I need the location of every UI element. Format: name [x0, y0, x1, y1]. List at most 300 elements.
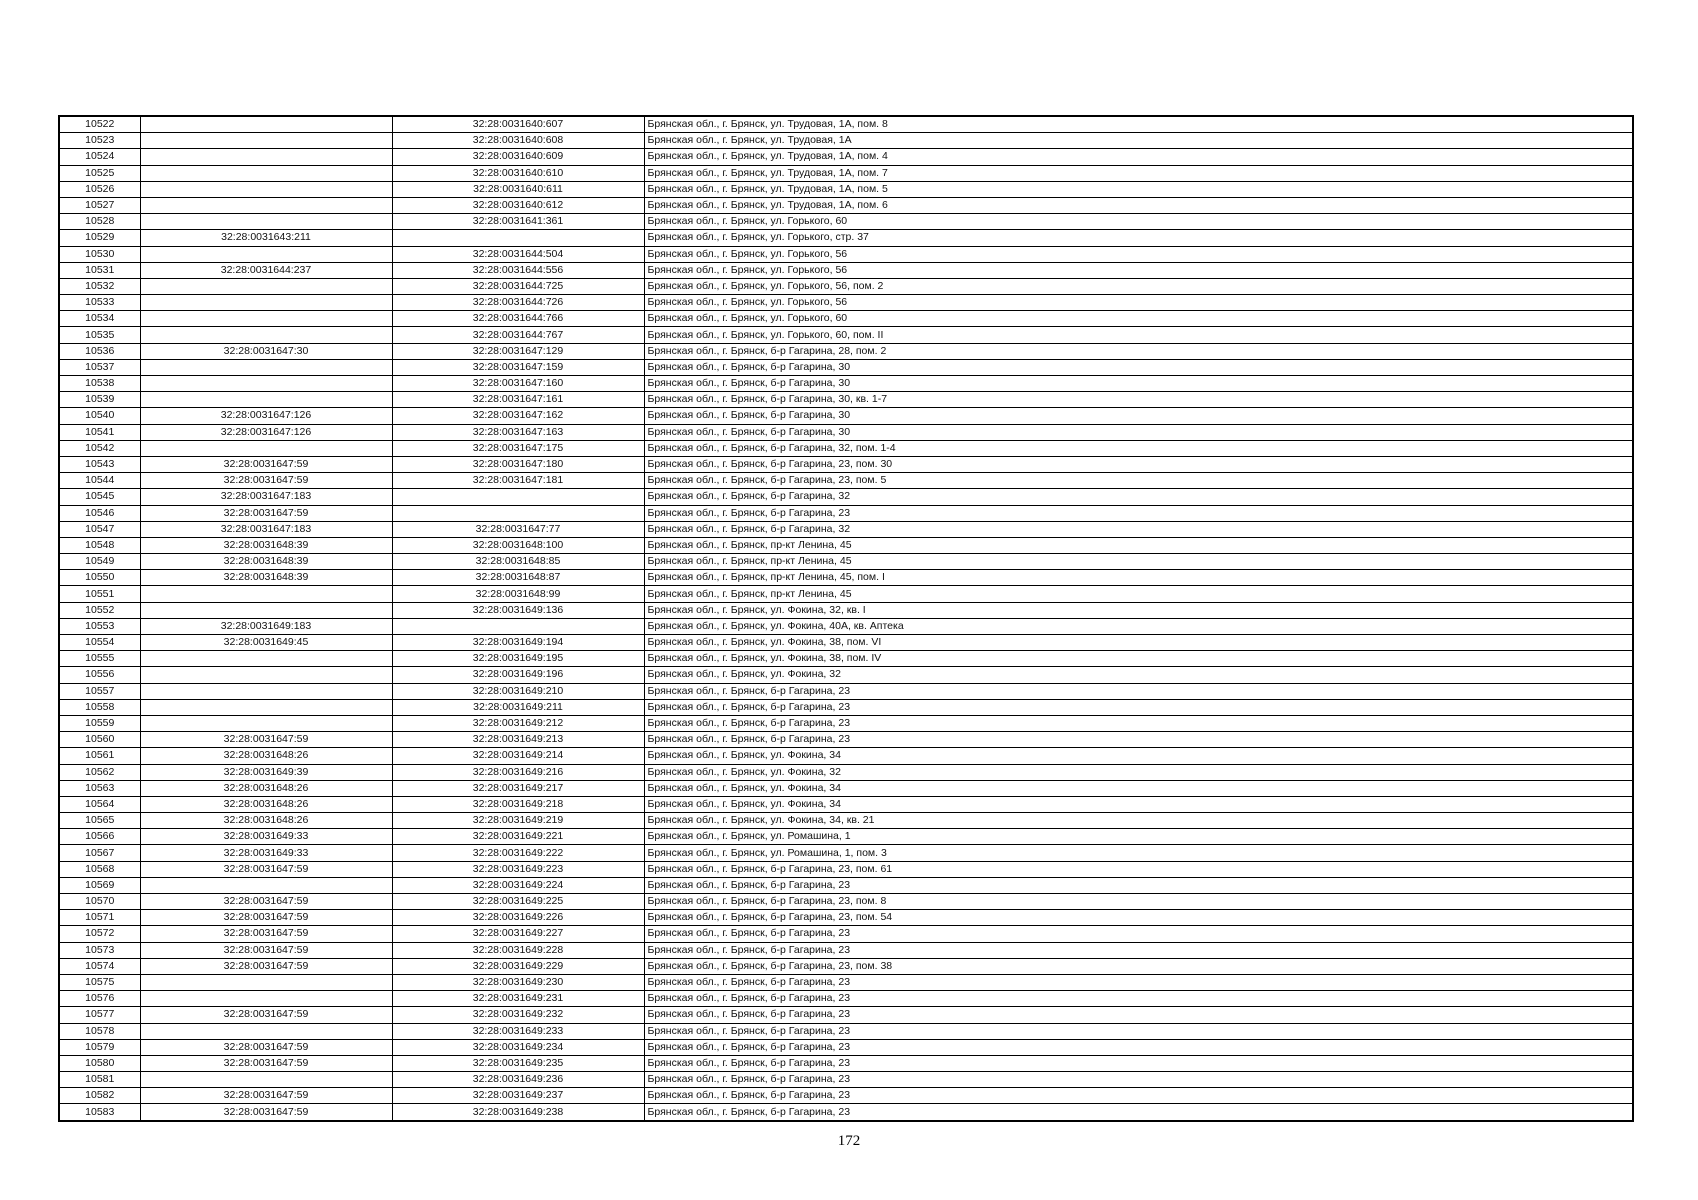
parcel-number-cell: [140, 991, 392, 1007]
table-row: [59, 651, 1633, 667]
parcel-number-cell: 32:28:0031648:26: [140, 780, 392, 796]
row-number-cell: 10564: [59, 796, 140, 812]
row-number-cell: 10541: [59, 424, 140, 440]
row-number-cell: 10581: [59, 1072, 140, 1088]
row-number-cell: 10543: [59, 456, 140, 472]
table-row: [59, 958, 1633, 974]
parcel-number-cell: [140, 116, 392, 133]
table-row: [59, 618, 1633, 634]
row-number-cell: 10570: [59, 894, 140, 910]
parcel-number-cell: [140, 165, 392, 181]
table-row: [59, 715, 1633, 731]
address-cell: Брянская обл., г. Брянск, ул. Горького, 60, пом. II: [644, 327, 1633, 343]
parcel-number-cell: 32:28:0031648:39: [140, 537, 392, 553]
object-number-cell: 32:28:0031647:129: [392, 343, 644, 359]
parcel-number-cell: [140, 246, 392, 262]
address-cell: Брянская обл., г. Брянск, ул. Фокина, 32, кв. I: [644, 602, 1633, 618]
address-cell: Брянская обл., г. Брянск, б-р Гагарина, 30, кв. 1-7: [644, 392, 1633, 408]
row-number-cell: 10577: [59, 1007, 140, 1023]
row-number-cell: 10529: [59, 230, 140, 246]
row-number-cell: 10574: [59, 958, 140, 974]
parcel-number-cell: 32:28:0031647:59: [140, 1104, 392, 1121]
object-number-cell: 32:28:0031647:159: [392, 359, 644, 375]
parcel-number-cell: [140, 877, 392, 893]
address-cell: Брянская обл., г. Брянск, ул. Фокина, 34: [644, 748, 1633, 764]
row-number-cell: 10562: [59, 764, 140, 780]
object-number-cell: 32:28:0031649:234: [392, 1039, 644, 1055]
object-number-cell: 32:28:0031649:136: [392, 602, 644, 618]
parcel-number-cell: 32:28:0031644:237: [140, 262, 392, 278]
object-number-cell: 32:28:0031649:238: [392, 1104, 644, 1121]
object-number-cell: 32:28:0031640:610: [392, 165, 644, 181]
table-row: [59, 699, 1633, 715]
table-row: [59, 586, 1633, 602]
parcel-number-cell: [140, 311, 392, 327]
table-row: [59, 521, 1633, 537]
row-number-cell: 10563: [59, 780, 140, 796]
address-cell: Брянская обл., г. Брянск, б-р Гагарина, 23: [644, 505, 1633, 521]
table-row: [59, 489, 1633, 505]
address-cell: Брянская обл., г. Брянск, б-р Гагарина, 32: [644, 489, 1633, 505]
table-row: [59, 214, 1633, 230]
address-cell: Брянская обл., г. Брянск, пр-кт Ленина, 45, пом. I: [644, 570, 1633, 586]
address-cell: Брянская обл., г. Брянск, ул. Фокина, 38, пом. IV: [644, 651, 1633, 667]
table-row: [59, 942, 1633, 958]
row-number-cell: 10579: [59, 1039, 140, 1055]
address-cell: Брянская обл., г. Брянск, б-р Гагарина, 23, пом. 30: [644, 456, 1633, 472]
parcel-number-cell: 32:28:0031647:30: [140, 343, 392, 359]
table-row: [59, 780, 1633, 796]
parcel-number-cell: 32:28:0031648:26: [140, 748, 392, 764]
table-row: [59, 667, 1633, 683]
table-row: [59, 181, 1633, 197]
address-cell: Брянская обл., г. Брянск, ул. Трудовая, 1А, пом. 7: [644, 165, 1633, 181]
row-number-cell: 10538: [59, 376, 140, 392]
address-cell: Брянская обл., г. Брянск, б-р Гагарина, 23: [644, 1104, 1633, 1121]
object-number-cell: 32:28:0031644:556: [392, 262, 644, 278]
row-number-cell: 10553: [59, 618, 140, 634]
address-cell: Брянская обл., г. Брянск, б-р Гагарина, 30: [644, 376, 1633, 392]
table-row: [59, 1023, 1633, 1039]
parcel-number-cell: [140, 974, 392, 990]
parcel-number-cell: 32:28:0031648:39: [140, 554, 392, 570]
parcel-number-cell: 32:28:0031649:183: [140, 618, 392, 634]
parcel-number-cell: 32:28:0031647:59: [140, 926, 392, 942]
row-number-cell: 10525: [59, 165, 140, 181]
object-number-cell: 32:28:0031649:231: [392, 991, 644, 1007]
parcel-number-cell: 32:28:0031647:126: [140, 408, 392, 424]
parcel-number-cell: [140, 197, 392, 213]
table-row: [59, 554, 1633, 570]
object-number-cell: [392, 489, 644, 505]
row-number-cell: 10524: [59, 149, 140, 165]
address-cell: Брянская обл., г. Брянск, ул. Горького, 60: [644, 214, 1633, 230]
table-row: [59, 894, 1633, 910]
address-cell: Брянская обл., г. Брянск, ул. Фокина, 32: [644, 667, 1633, 683]
address-cell: Брянская обл., г. Брянск, ул. Трудовая, 1А, пом. 8: [644, 116, 1633, 133]
table-row: [59, 392, 1633, 408]
address-cell: Брянская обл., г. Брянск, ул. Трудовая, 1А, пом. 5: [644, 181, 1633, 197]
row-number-cell: 10569: [59, 877, 140, 893]
object-number-cell: 32:28:0031649:214: [392, 748, 644, 764]
address-cell: Брянская обл., г. Брянск, б-р Гагарина, 32: [644, 521, 1633, 537]
parcel-number-cell: 32:28:0031647:59: [140, 1088, 392, 1104]
address-cell: Брянская обл., г. Брянск, б-р Гагарина, 23, пом. 61: [644, 861, 1633, 877]
row-number-cell: 10539: [59, 392, 140, 408]
address-cell: Брянская обл., г. Брянск, ул. Трудовая, 1А: [644, 133, 1633, 149]
object-number-cell: 32:28:0031649:237: [392, 1088, 644, 1104]
row-number-cell: 10558: [59, 699, 140, 715]
address-cell: Брянская обл., г. Брянск, б-р Гагарина, 23: [644, 732, 1633, 748]
table-row: [59, 635, 1633, 651]
table-row: [59, 764, 1633, 780]
parcel-number-cell: [140, 214, 392, 230]
object-number-cell: 32:28:0031649:195: [392, 651, 644, 667]
parcel-number-cell: 32:28:0031649:33: [140, 829, 392, 845]
row-number-cell: 10567: [59, 845, 140, 861]
row-number-cell: 10568: [59, 861, 140, 877]
address-cell: Брянская обл., г. Брянск, б-р Гагарина, 32, пом. 1-4: [644, 440, 1633, 456]
address-cell: Брянская обл., г. Брянск, б-р Гагарина, 23: [644, 683, 1633, 699]
table-body: [59, 116, 1633, 1121]
table-row: [59, 974, 1633, 990]
parcel-number-cell: 32:28:0031649:33: [140, 845, 392, 861]
parcel-number-cell: 32:28:0031647:59: [140, 894, 392, 910]
table-row: [59, 910, 1633, 926]
address-cell: Брянская обл., г. Брянск, ул. Фокина, 40А, кв. Аптека: [644, 618, 1633, 634]
object-number-cell: 32:28:0031649:224: [392, 877, 644, 893]
row-number-cell: 10556: [59, 667, 140, 683]
table-row: [59, 813, 1633, 829]
table-row: [59, 991, 1633, 1007]
address-cell: Брянская обл., г. Брянск, ул. Фокина, 38, пом. VI: [644, 635, 1633, 651]
table-row: [59, 408, 1633, 424]
table-row: [59, 877, 1633, 893]
parcel-number-cell: [140, 327, 392, 343]
row-number-cell: 10523: [59, 133, 140, 149]
table-row: [59, 295, 1633, 311]
parcel-number-cell: [140, 699, 392, 715]
object-number-cell: 32:28:0031641:361: [392, 214, 644, 230]
table-row: [59, 149, 1633, 165]
table-row: [59, 683, 1633, 699]
object-number-cell: 32:28:0031649:218: [392, 796, 644, 812]
address-cell: Брянская обл., г. Брянск, б-р Гагарина, 23: [644, 991, 1633, 1007]
parcel-number-cell: 32:28:0031648:39: [140, 570, 392, 586]
row-number-cell: 10531: [59, 262, 140, 278]
parcel-number-cell: [140, 667, 392, 683]
object-number-cell: 32:28:0031649:223: [392, 861, 644, 877]
row-number-cell: 10547: [59, 521, 140, 537]
table-row: [59, 359, 1633, 375]
table-row: [59, 133, 1633, 149]
parcel-number-cell: [140, 651, 392, 667]
object-number-cell: 32:28:0031647:163: [392, 424, 644, 440]
table-row: [59, 1055, 1633, 1071]
parcel-number-cell: [140, 715, 392, 731]
parcel-number-cell: 32:28:0031648:26: [140, 796, 392, 812]
row-number-cell: 10545: [59, 489, 140, 505]
object-number-cell: 32:28:0031649:219: [392, 813, 644, 829]
object-number-cell: 32:28:0031640:608: [392, 133, 644, 149]
object-number-cell: 32:28:0031649:232: [392, 1007, 644, 1023]
row-number-cell: 10540: [59, 408, 140, 424]
object-number-cell: 32:28:0031649:226: [392, 910, 644, 926]
object-number-cell: 32:28:0031649:227: [392, 926, 644, 942]
row-number-cell: 10565: [59, 813, 140, 829]
object-number-cell: 32:28:0031647:77: [392, 521, 644, 537]
row-number-cell: 10527: [59, 197, 140, 213]
parcel-number-cell: 32:28:0031647:59: [140, 732, 392, 748]
address-cell: Брянская обл., г. Брянск, б-р Гагарина, 23: [644, 1055, 1633, 1071]
object-number-cell: 32:28:0031649:235: [392, 1055, 644, 1071]
table-row: [59, 262, 1633, 278]
address-cell: Брянская обл., г. Брянск, ул. Горького, 56: [644, 246, 1633, 262]
table-row: [59, 327, 1633, 343]
object-number-cell: 32:28:0031649:194: [392, 635, 644, 651]
object-number-cell: 32:28:0031647:161: [392, 392, 644, 408]
object-number-cell: 32:28:0031647:160: [392, 376, 644, 392]
parcel-number-cell: 32:28:0031647:59: [140, 505, 392, 521]
address-cell: Брянская обл., г. Брянск, ул. Горького, 56: [644, 295, 1633, 311]
table-row: [59, 1104, 1633, 1121]
address-cell: Брянская обл., г. Брянск, б-р Гагарина, 23: [644, 926, 1633, 942]
address-cell: Брянская обл., г. Брянск, ул. Ромашина, 1, пом. 3: [644, 845, 1633, 861]
parcel-number-cell: [140, 602, 392, 618]
row-number-cell: 10530: [59, 246, 140, 262]
table-row: [59, 1007, 1633, 1023]
parcel-number-cell: [140, 149, 392, 165]
address-cell: Брянская обл., г. Брянск, б-р Гагарина, 30: [644, 408, 1633, 424]
address-cell: Брянская обл., г. Брянск, ул. Ромашина, 1: [644, 829, 1633, 845]
object-number-cell: 32:28:0031649:212: [392, 715, 644, 731]
parcel-number-cell: 32:28:0031647:59: [140, 1055, 392, 1071]
object-number-cell: 32:28:0031647:180: [392, 456, 644, 472]
parcel-number-cell: 32:28:0031647:183: [140, 489, 392, 505]
row-number-cell: 10576: [59, 991, 140, 1007]
row-number-cell: 10571: [59, 910, 140, 926]
address-cell: Брянская обл., г. Брянск, пр-кт Ленина, 45: [644, 537, 1633, 553]
table-row: [59, 311, 1633, 327]
row-number-cell: 10582: [59, 1088, 140, 1104]
parcel-number-cell: 32:28:0031647:59: [140, 1039, 392, 1055]
object-number-cell: 32:28:0031649:236: [392, 1072, 644, 1088]
address-cell: Брянская обл., г. Брянск, ул. Фокина, 32: [644, 764, 1633, 780]
object-number-cell: 32:28:0031649:216: [392, 764, 644, 780]
object-number-cell: 32:28:0031649:221: [392, 829, 644, 845]
object-number-cell: 32:28:0031644:504: [392, 246, 644, 262]
address-cell: Брянская обл., г. Брянск, ул. Фокина, 34: [644, 780, 1633, 796]
row-number-cell: 10536: [59, 343, 140, 359]
parcel-number-cell: [140, 440, 392, 456]
object-number-cell: 32:28:0031647:181: [392, 473, 644, 489]
parcel-number-cell: 32:28:0031647:59: [140, 942, 392, 958]
parcel-number-cell: [140, 359, 392, 375]
parcel-number-cell: [140, 376, 392, 392]
row-number-cell: 10522: [59, 116, 140, 133]
table-row: [59, 440, 1633, 456]
address-cell: Брянская обл., г. Брянск, б-р Гагарина, 23, пом. 54: [644, 910, 1633, 926]
address-cell: Брянская обл., г. Брянск, б-р Гагарина, 23: [644, 715, 1633, 731]
row-number-cell: 10535: [59, 327, 140, 343]
address-cell: Брянская обл., г. Брянск, б-р Гагарина, 23: [644, 942, 1633, 958]
object-number-cell: 32:28:0031649:196: [392, 667, 644, 683]
table-row: [59, 165, 1633, 181]
row-number-cell: 10555: [59, 651, 140, 667]
address-cell: Брянская обл., г. Брянск, пр-кт Ленина, 45: [644, 586, 1633, 602]
object-number-cell: 32:28:0031649:233: [392, 1023, 644, 1039]
table-row: [59, 748, 1633, 764]
address-cell: Брянская обл., г. Брянск, ул. Фокина, 34, кв. 21: [644, 813, 1633, 829]
table-row: [59, 537, 1633, 553]
row-number-cell: 10550: [59, 570, 140, 586]
row-number-cell: 10542: [59, 440, 140, 456]
address-cell: Брянская обл., г. Брянск, ул. Фокина, 34: [644, 796, 1633, 812]
parcel-number-cell: 32:28:0031647:59: [140, 473, 392, 489]
table-row: [59, 829, 1633, 845]
object-number-cell: 32:28:0031649:213: [392, 732, 644, 748]
parcel-number-cell: [140, 586, 392, 602]
address-cell: Брянская обл., г. Брянск, ул. Горького, 56, пом. 2: [644, 278, 1633, 294]
object-number-cell: 32:28:0031644:725: [392, 278, 644, 294]
parcel-number-cell: [140, 392, 392, 408]
parcel-number-cell: 32:28:0031647:59: [140, 1007, 392, 1023]
object-number-cell: 32:28:0031644:766: [392, 311, 644, 327]
row-number-cell: 10544: [59, 473, 140, 489]
parcel-number-cell: 32:28:0031647:59: [140, 861, 392, 877]
address-cell: Брянская обл., г. Брянск, пр-кт Ленина, 45: [644, 554, 1633, 570]
object-number-cell: [392, 505, 644, 521]
address-cell: Брянская обл., г. Брянск, б-р Гагарина, 23: [644, 1088, 1633, 1104]
row-number-cell: 10546: [59, 505, 140, 521]
object-number-cell: 32:28:0031640:607: [392, 116, 644, 133]
row-number-cell: 10561: [59, 748, 140, 764]
row-number-cell: 10566: [59, 829, 140, 845]
page-number: 172: [837, 1133, 861, 1149]
address-cell: Брянская обл., г. Брянск, б-р Гагарина, 23: [644, 699, 1633, 715]
table-row: [59, 505, 1633, 521]
table-row: [59, 1039, 1633, 1055]
object-number-cell: 32:28:0031640:611: [392, 181, 644, 197]
table-row: [59, 116, 1633, 133]
row-number-cell: 10528: [59, 214, 140, 230]
address-cell: Брянская обл., г. Брянск, б-р Гагарина, 23, пом. 8: [644, 894, 1633, 910]
table-row: [59, 602, 1633, 618]
row-number-cell: 10575: [59, 974, 140, 990]
parcel-number-cell: [140, 295, 392, 311]
table-row: [59, 861, 1633, 877]
parcel-number-cell: 32:28:0031643:211: [140, 230, 392, 246]
object-number-cell: 32:28:0031648:87: [392, 570, 644, 586]
table-row: [59, 424, 1633, 440]
parcel-number-cell: [140, 1023, 392, 1039]
address-cell: Брянская обл., г. Брянск, б-р Гагарина, 23: [644, 1072, 1633, 1088]
address-cell: Брянская обл., г. Брянск, ул. Горького, 56: [644, 262, 1633, 278]
parcel-number-cell: [140, 683, 392, 699]
row-number-cell: 10551: [59, 586, 140, 602]
table-row: [59, 570, 1633, 586]
address-cell: Брянская обл., г. Брянск, б-р Гагарина, 23, пом. 38: [644, 958, 1633, 974]
parcel-number-cell: 32:28:0031649:39: [140, 764, 392, 780]
address-cell: Брянская обл., г. Брянск, б-р Гагарина, 28, пом. 2: [644, 343, 1633, 359]
address-cell: Брянская обл., г. Брянск, б-р Гагарина, 23: [644, 877, 1633, 893]
object-number-cell: [392, 230, 644, 246]
table-row: [59, 343, 1633, 359]
row-number-cell: 10583: [59, 1104, 140, 1121]
object-number-cell: 32:28:0031649:228: [392, 942, 644, 958]
object-number-cell: 32:28:0031648:100: [392, 537, 644, 553]
row-number-cell: 10554: [59, 635, 140, 651]
object-number-cell: 32:28:0031640:609: [392, 149, 644, 165]
parcel-number-cell: 32:28:0031647:59: [140, 910, 392, 926]
object-number-cell: 32:28:0031647:175: [392, 440, 644, 456]
row-number-cell: 10532: [59, 278, 140, 294]
row-number-cell: 10526: [59, 181, 140, 197]
parcel-number-cell: 32:28:0031648:26: [140, 813, 392, 829]
object-number-cell: 32:28:0031649:217: [392, 780, 644, 796]
object-number-cell: 32:28:0031644:767: [392, 327, 644, 343]
row-number-cell: 10578: [59, 1023, 140, 1039]
address-cell: Брянская обл., г. Брянск, б-р Гагарина, 23: [644, 974, 1633, 990]
table-row: [59, 1088, 1633, 1104]
parcel-number-cell: 32:28:0031647:126: [140, 424, 392, 440]
table-row: [59, 246, 1633, 262]
row-number-cell: 10559: [59, 715, 140, 731]
address-cell: Брянская обл., г. Брянск, ул. Трудовая, 1А, пом. 6: [644, 197, 1633, 213]
table-row: [59, 845, 1633, 861]
parcel-number-cell: 32:28:0031647:183: [140, 521, 392, 537]
row-number-cell: 10573: [59, 942, 140, 958]
table-row: [59, 732, 1633, 748]
object-number-cell: 32:28:0031644:726: [392, 295, 644, 311]
table-row: [59, 1072, 1633, 1088]
address-cell: Брянская обл., г. Брянск, ул. Горького, 60: [644, 311, 1633, 327]
parcel-number-cell: [140, 133, 392, 149]
object-number-cell: 32:28:0031640:612: [392, 197, 644, 213]
parcel-number-cell: 32:28:0031649:45: [140, 635, 392, 651]
table-row: [59, 796, 1633, 812]
address-cell: Брянская обл., г. Брянск, ул. Трудовая, 1А, пом. 4: [644, 149, 1633, 165]
address-cell: Брянская обл., г. Брянск, б-р Гагарина, 23: [644, 1007, 1633, 1023]
parcel-number-cell: [140, 278, 392, 294]
row-number-cell: 10557: [59, 683, 140, 699]
parcel-number-cell: 32:28:0031647:59: [140, 958, 392, 974]
row-number-cell: 10548: [59, 537, 140, 553]
object-number-cell: 32:28:0031649:229: [392, 958, 644, 974]
address-cell: Брянская обл., г. Брянск, ул. Горького, стр. 37: [644, 230, 1633, 246]
object-number-cell: 32:28:0031647:162: [392, 408, 644, 424]
property-table: [58, 115, 1634, 1122]
parcel-number-cell: [140, 181, 392, 197]
row-number-cell: 10549: [59, 554, 140, 570]
row-number-cell: 10533: [59, 295, 140, 311]
object-number-cell: 32:28:0031648:99: [392, 586, 644, 602]
row-number-cell: 10534: [59, 311, 140, 327]
object-number-cell: [392, 618, 644, 634]
table-row: [59, 278, 1633, 294]
table-row: [59, 926, 1633, 942]
table-row: [59, 456, 1633, 472]
object-number-cell: 32:28:0031648:85: [392, 554, 644, 570]
address-cell: Брянская обл., г. Брянск, б-р Гагарина, 30: [644, 359, 1633, 375]
object-number-cell: 32:28:0031649:225: [392, 894, 644, 910]
table-row: [59, 197, 1633, 213]
address-cell: Брянская обл., г. Брянск, б-р Гагарина, 30: [644, 424, 1633, 440]
object-number-cell: 32:28:0031649:211: [392, 699, 644, 715]
parcel-number-cell: [140, 1072, 392, 1088]
row-number-cell: 10580: [59, 1055, 140, 1071]
parcel-number-cell: 32:28:0031647:59: [140, 456, 392, 472]
